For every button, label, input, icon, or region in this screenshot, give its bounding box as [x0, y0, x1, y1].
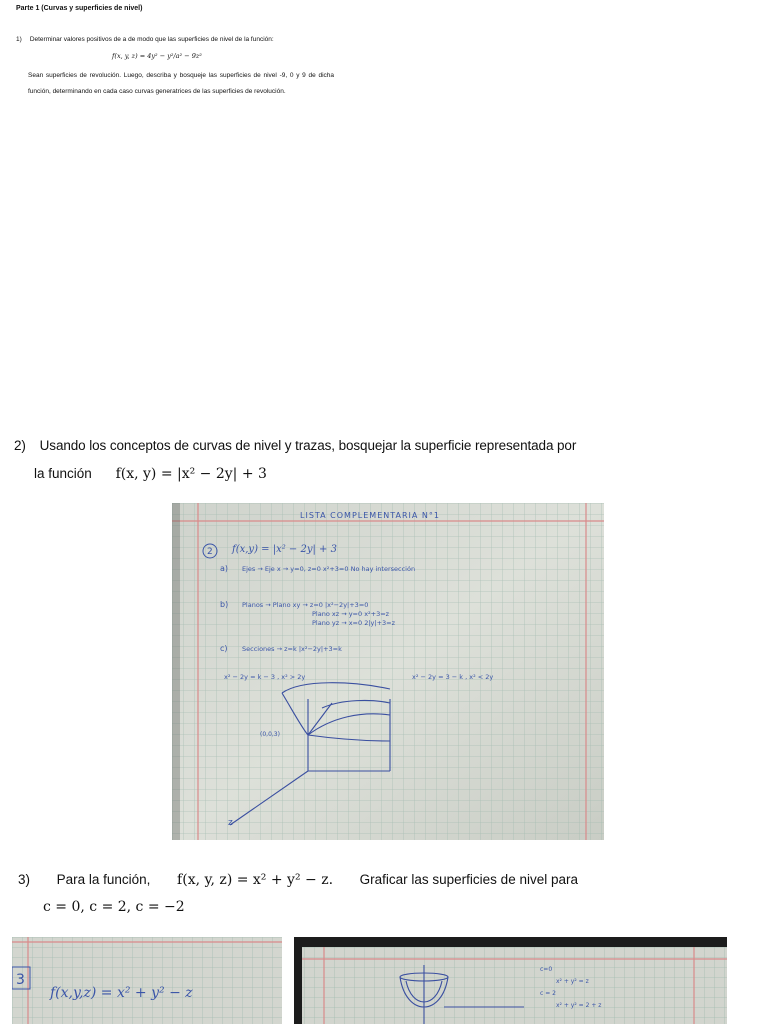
notebook-b-label: b) — [220, 600, 229, 609]
question-1-formula: f(x, y, z) = 4y² − y²/a² − 9z² — [112, 52, 202, 60]
question-1-paragraph: Sean superficies de revolución. Luego, describa y bosqueje las superficies de nivel -9, 0 y 9 de dicha función, determinando en cada caso curvas generatrices de las superficies de revolución. — [28, 72, 334, 95]
notebook2-line1: f(x,y,z) = x² + y² − z — [50, 985, 193, 1001]
question-1 — [16, 32, 274, 47]
notebook-axis-label: (0,0,3) — [260, 731, 280, 738]
notebook-c-eq1: x² − 2y = k − 3 , x² > 2y — [224, 673, 306, 681]
notebook-line1: f(x,y) = |x² − 2y| + 3 — [232, 544, 337, 555]
notebook-photo-q2 — [172, 503, 604, 840]
question-3 — [18, 872, 578, 888]
notebook-b-text3: Plano yz → x=0 2|y|+3=z — [312, 619, 396, 627]
notebook3-note1: c=0 — [540, 966, 553, 973]
notebook3-note3: c = 2 — [540, 990, 556, 997]
question-2 — [14, 438, 576, 453]
notebook-a-text: Ejes → Eje x → y=0, z=0 x²+3=0 No hay intersección — [242, 565, 416, 573]
notebook-c-eq2: x² − 2y = 3 − k , x² < 2y — [412, 673, 494, 681]
question-3-text: Para la función, — [56, 872, 151, 887]
question-2-text2: la función — [34, 466, 92, 481]
question-3-number: 3) — [18, 872, 31, 887]
question-3-formula: f(x, y, z) = x² + y² − z. — [177, 872, 334, 888]
notebook-c-text: Secciones → z=k |x²−2y|+3=k — [242, 645, 342, 653]
question-3-levels: c = 0, c = 2, c = −2 — [43, 899, 185, 915]
notebook2-q3-number: 3 — [16, 972, 25, 988]
notebook3-note4: x² + y² = 2 + z — [556, 1002, 602, 1009]
question-2-text: Usando los conceptos de curvas de nivel y trazas, bosquejar la superficie representada por — [39, 438, 577, 453]
notebook-c-label: c) — [220, 644, 228, 653]
question-1-text: Determinar valores positivos de a de modo que las superficies de nivel de la función: — [29, 36, 274, 43]
question-1-number: 1) — [16, 36, 22, 43]
part1-title: Parte 1 (Curvas y superficies de nivel) — [16, 5, 143, 12]
notebook-z-label: z — [228, 818, 233, 828]
notebook-photo-q3-right — [294, 937, 727, 1024]
question-2-formula: f(x, y) = |x² − 2y| + 3 — [115, 466, 267, 482]
notebook-photo-q3-left — [12, 937, 282, 1024]
notebook-q2-number: 2 — [207, 547, 213, 557]
question-3-text2: Graficar las superficies de nivel para — [359, 872, 578, 887]
notebook-header: LISTA COMPLEMENTARIA N°1 — [300, 511, 440, 520]
notebook-b-text: Planos → Plano xy → z=0 |x²−2y|+3=0 — [242, 601, 369, 609]
question-2-line2 — [34, 466, 267, 482]
notebook-grid-q2 — [172, 503, 604, 840]
notebook-a-label: a) — [220, 564, 229, 573]
question-2-number: 2) — [14, 438, 26, 453]
notebook-b-text2: Plano xz → y=0 x²+3=z — [312, 610, 390, 618]
notebook3-note2: x² + y² = z — [556, 978, 589, 985]
